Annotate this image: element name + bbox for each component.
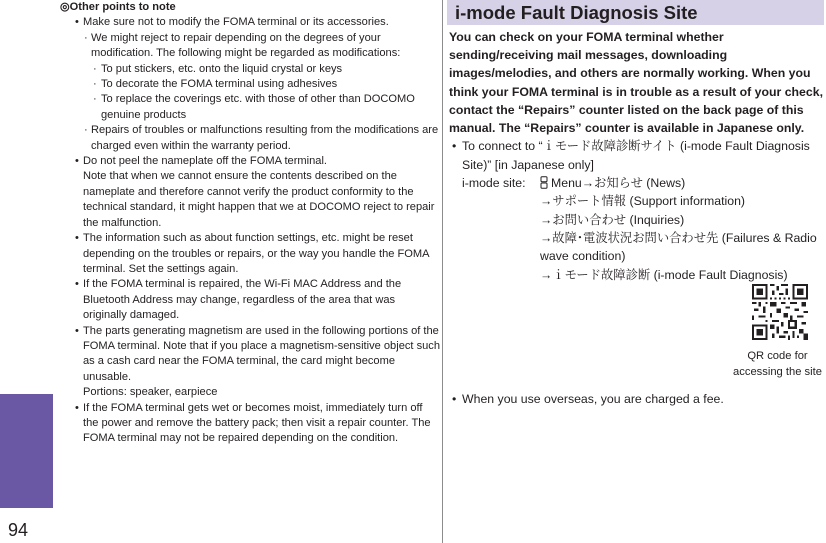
bullet-marker: · [84, 31, 88, 44]
route-label: i-mode site: [462, 175, 526, 190]
list-item [60, 324, 440, 401]
bullet-marker: • [75, 155, 79, 168]
bullet-marker: • [75, 278, 79, 291]
column-divider [442, 0, 443, 543]
page-number: 94 [8, 520, 29, 540]
list-item-text: To replace the coverings etc. with those of other than DOCOMO genuine products [101, 93, 415, 121]
connect-bullet-text: To connect to “ｉモード故障診断サイト (i-mode Fault Diagnosis Site)” [in Japanese only] [462, 139, 810, 172]
bullet-marker: · [93, 93, 97, 106]
section-title: i-mode Fault Diagnosis Site [447, 0, 824, 25]
list-item-text: Make sure not to modify the FOMA terminal or its accessories. [83, 16, 389, 29]
bullet-marker: • [452, 139, 457, 154]
connect-bullet [447, 137, 826, 174]
bullet-marker: · [93, 78, 97, 91]
list-item-text: The information such as about function settings, etc. might be reset depending on the troubles or repairs, or the way you handle the FOMA terminal. Set the settings again. [83, 232, 429, 275]
notes-column [60, 0, 440, 447]
list-item [60, 401, 440, 447]
route-step: →ｉモード故障診断 (i-mode Fault Diagnosis) [540, 267, 788, 282]
qr-code [752, 284, 808, 340]
fault-diagnosis-column [447, 0, 826, 284]
list-item [60, 62, 440, 77]
list-item [60, 15, 440, 30]
qr-caption-line: QR code for [747, 350, 808, 362]
list-item-text: To decorate the FOMA terminal using adhesives [101, 78, 338, 91]
list-item [60, 123, 440, 154]
list-item [60, 31, 440, 62]
bullet-marker: • [75, 324, 79, 337]
overseas-bullet [447, 390, 826, 408]
list-item [60, 277, 440, 323]
list-item [60, 92, 440, 123]
intro-paragraph: You can check on your FOMA terminal whether sending/receiving mail messages, downloading images/melodies, and others are normally working. When you think your FOMA terminal is in trouble as a result of your check, contact the “Repairs” counter listed on the back page of this manual. The “Repairs” counter is available in Japanese only. [449, 30, 823, 136]
section-label: Others [21, 418, 42, 484]
menu-route [447, 174, 826, 284]
list-item-text: Do not peel the nameplate off the FOMA terminal. [83, 155, 327, 168]
route-step: →故障･電波状況お問い合わせ先 (Failures & Radio wave condition) [540, 231, 817, 264]
list-item-text: If the FOMA terminal is repaired, the Wi-Fi MAC Address and the Bluetooth Address may change, regardless of the area that was originally damaged. [83, 278, 402, 322]
bullet-marker: · [84, 124, 88, 137]
list-item-note: Note that when we cannot ensure the contents described on the nameplate and therefore cannot verify the product conformity to the technical standard, it might happen that we at DOCOMO reject to repair the malfunction. [83, 170, 435, 229]
qr-caption-line: accessing the site [733, 366, 822, 378]
list-item [60, 154, 440, 231]
list-item-note: Portions: speaker, earpiece [83, 386, 218, 399]
menu-key-icon [540, 176, 548, 189]
bullet-marker: • [452, 392, 457, 406]
bullet-marker: • [75, 16, 79, 29]
notes-heading: ◎Other points to note [60, 1, 176, 13]
route-step: →お問い合わせ (Inquiries) [540, 212, 685, 227]
bullet-marker: • [75, 401, 79, 414]
list-item-text: The parts generating magnetism are used in the following portions of the FOMA terminal. Note that if you place a magnetism-sensitive object such as a cash card near the FOMA terminal, the card might become unusable. [83, 324, 441, 383]
overseas-bullet-text: When you use overseas, you are charged a fee. [462, 392, 724, 406]
route-step: →サポート情報 (Support information) [540, 194, 746, 209]
qr-caption [725, 348, 826, 380]
list-item [60, 77, 440, 92]
list-item-text: To put stickers, etc. onto the liquid crystal or keys [101, 62, 343, 75]
route-step: Menu→お知らせ (News) [540, 174, 826, 192]
list-item-text: Repairs of troubles or malfunctions resulting from the modifications are charged even within the warranty period. [91, 124, 439, 152]
list-item-text: If the FOMA terminal gets wet or becomes moist, immediately turn off the power and remove the battery pack; then visit a repair counter. The FOMA terminal may not be repaired depending on the condition. [83, 401, 431, 445]
list-item [60, 231, 440, 277]
bullet-marker: • [75, 232, 79, 245]
list-item-text: We might reject to repair depending on the degrees of your modification. The following might be regarded as modifications: [91, 31, 401, 60]
bullet-marker: · [93, 62, 97, 75]
